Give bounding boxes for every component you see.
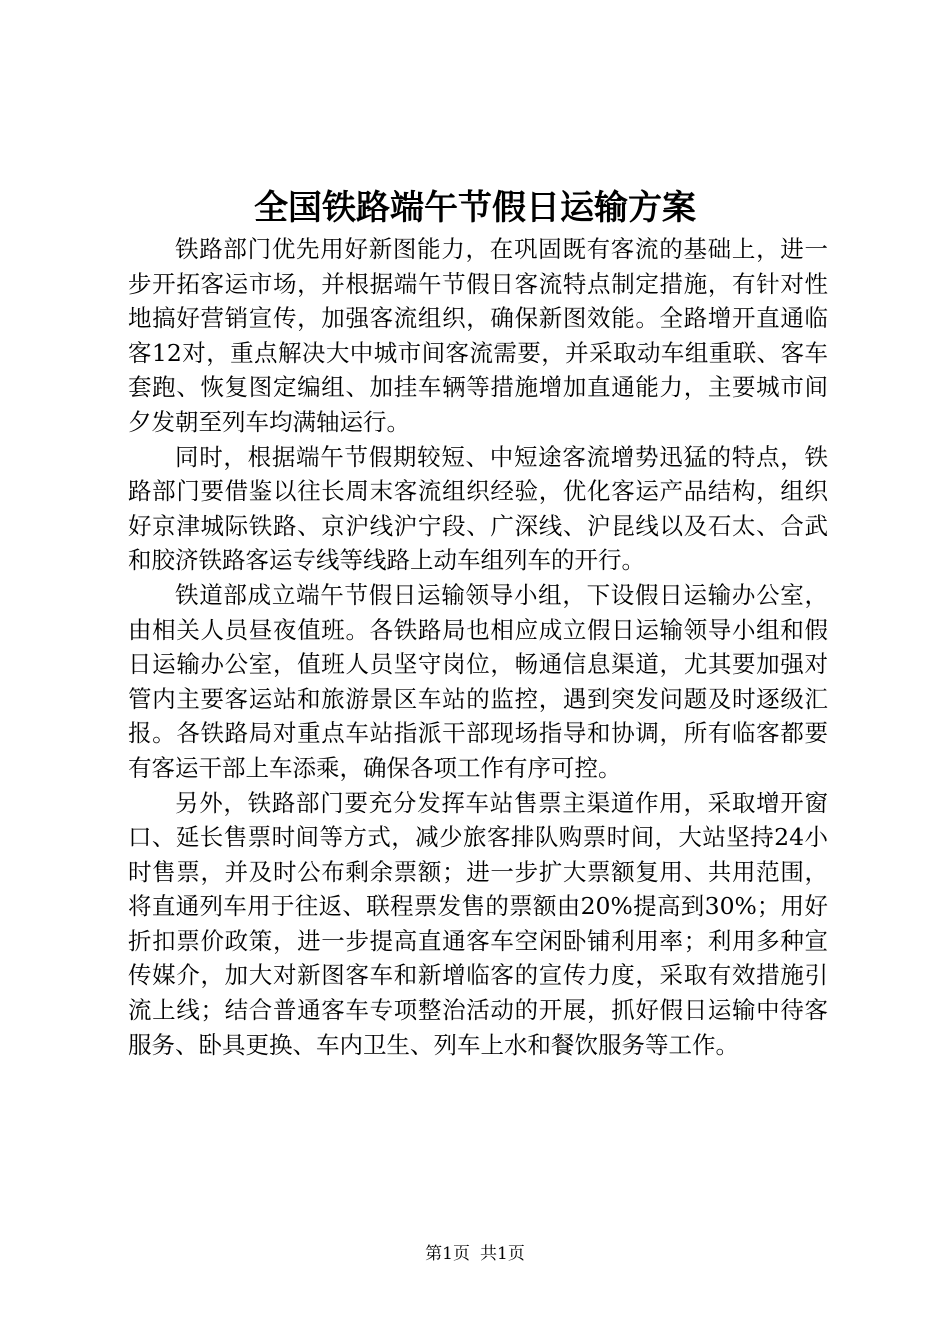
page-title: 全国铁路端午节假日运输方案 (254, 188, 696, 228)
paragraph-3: 铁道部成立端午节假日运输领导小组，下设假日运输办公室，由相关人员昼夜值班。各铁路局也相应成立假日运输领导小组和假日运输办公室，值班人员坚守岗位，畅通信息渠道，尤其要加强对管内主要客运站和旅游景区车站的监控，遇到突发问题及时逐级汇报。各铁路局对重点车站指派干部现场指导和协调，所有临客都要有客运干部上车添乘，确保各项工作有序可控。 (128, 580, 828, 782)
document-body (128, 232, 828, 1062)
page-number: 第1页 (425, 1244, 470, 1264)
page-footer (0, 1242, 950, 1266)
paragraph-2: 同时，根据端午节假期较短、中短途客流增势迅猛的特点，铁路部门要借鉴以往长周末客流组织经验，优化客运产品结构，组织好京津城际铁路、京沪线沪宁段、广深线、沪昆线以及石太、合武和胶济铁路客运专线等线路上动车组列车的开行。 (128, 442, 828, 575)
paragraph-1: 铁路部门优先用好新图能力，在巩固既有客流的基础上，进一步开拓客运市场，并根据端午节假日客流特点制定措施，有针对性地搞好营销宣传，加强客流组织，确保新图效能。全路增开直通临客12对，重点解决大中城市间客流需要，并采取动车组重联、客车套跑、恢复图定编组、加挂车辆等措施增加直通能力，主要城市间夕发朝至列车均满轴运行。 (128, 235, 828, 436)
paragraph-4: 另外，铁路部门要充分发挥车站售票主渠道作用，采取增开窗口、延长售票时间等方式，减少旅客排队购票时间，大站坚持24小时售票，并及时公布剩余票额；进一步扩大票额复用、共用范围，将直通列车用于往返、联程票发售的票额由20%提高到30%；用好折扣票价政策，进一步提高直通客车空闲卧铺利用率；利用多种宣传媒介，加大对新图客车和新增临客的宣传力度，采取有效措施引流上线；结合普通客车专项整治活动的开展，抓好假日运输中待客服务、卧具更换、车内卫生、列车上水和餐饮服务等工作。 (128, 788, 828, 1059)
page-total: 共1页 (480, 1244, 525, 1264)
